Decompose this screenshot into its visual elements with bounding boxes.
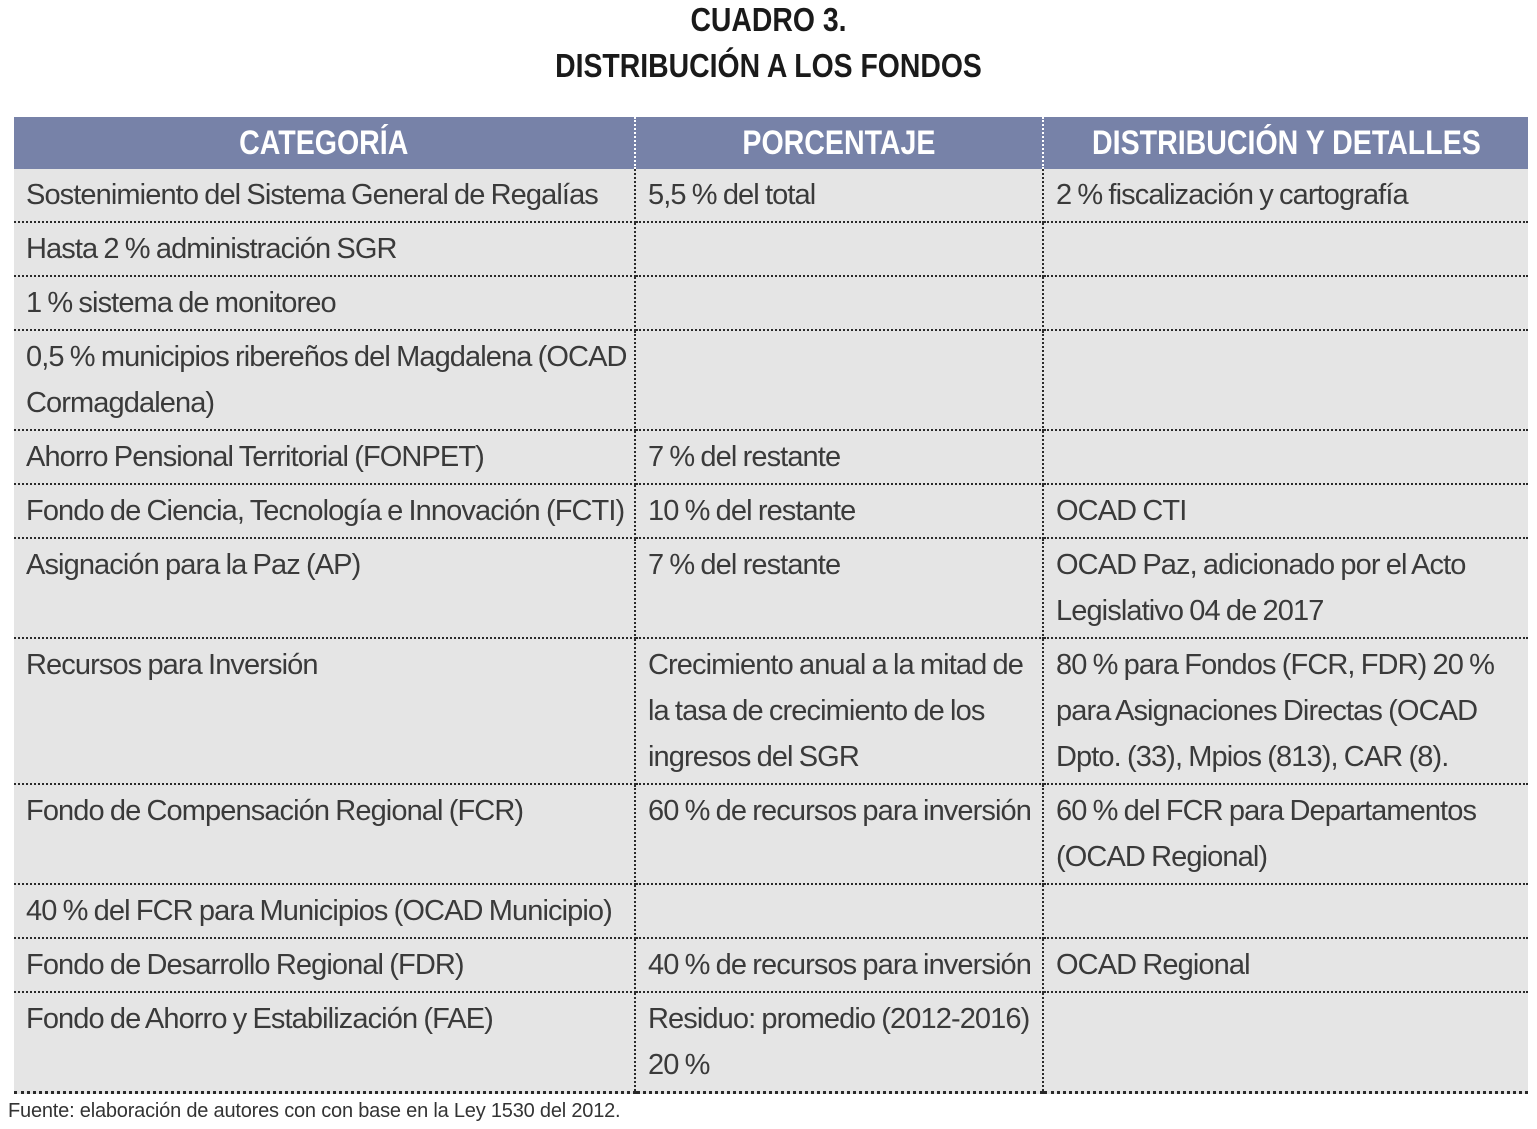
cell-porcentaje [635, 222, 1043, 276]
table-row [14, 884, 1528, 938]
table-row [14, 638, 1528, 784]
table-row [14, 276, 1528, 330]
table-row [14, 992, 1528, 1093]
cell-porcentaje: 40 % de recursos para inversión [635, 938, 1043, 992]
cell-porcentaje: 7 % del restante [635, 538, 1043, 638]
cell-porcentaje: 5,5 % del total [635, 169, 1043, 222]
cell-categoria: Fondo de Compensación Regional (FCR) [14, 784, 635, 884]
cell-categoria: Fondo de Ahorro y Estabilización (FAE) [14, 992, 635, 1093]
cell-categoria: 1 % sistema de monitoreo [14, 276, 635, 330]
cell-categoria: Hasta 2 % administración SGR [14, 222, 635, 276]
table-row [14, 169, 1528, 222]
cell-distribucion: 2 % fiscalización y cartografía [1043, 169, 1528, 222]
cell-distribucion [1043, 992, 1528, 1093]
header-categoria: CATEGORÍA [14, 117, 635, 169]
cell-distribucion [1043, 884, 1528, 938]
cell-categoria: 0,5 % municipios ribereños del Magdalena (OCAD Cormagdalena) [14, 330, 635, 430]
cell-categoria: Asignación para la Paz (AP) [14, 538, 635, 638]
cell-categoria: Recursos para Inversión [14, 638, 635, 784]
table-row [14, 938, 1528, 992]
caption-title: DISTRIBUCIÓN A LOS FONDOS [555, 47, 982, 84]
source-note: Fuente: elaboración de autores con con base en la Ley 1530 del 2012. [8, 1100, 621, 1122]
header-row [14, 117, 1528, 169]
table-row [14, 784, 1528, 884]
caption-number: CUADRO 3. [690, 1, 847, 38]
table-row [14, 430, 1528, 484]
table-row [14, 330, 1528, 430]
cell-categoria: Sostenimiento del Sistema General de Regalías [14, 169, 635, 222]
cell-distribucion: OCAD CTI [1043, 484, 1528, 538]
cell-categoria: Ahorro Pensional Territorial (FONPET) [14, 430, 635, 484]
cell-distribucion: OCAD Paz, adicionado por el Acto Legislativo 04 de 2017 [1043, 538, 1528, 638]
cell-distribucion [1043, 222, 1528, 276]
cell-distribucion: OCAD Regional [1043, 938, 1528, 992]
cell-distribucion [1043, 276, 1528, 330]
table-caption [0, 0, 1537, 89]
cell-distribucion [1043, 330, 1528, 430]
distribution-table [14, 117, 1528, 1094]
cell-porcentaje [635, 884, 1043, 938]
cell-distribucion: 60 % del FCR para Departamentos (OCAD Regional) [1043, 784, 1528, 884]
header-distribucion: DISTRIBUCIÓN Y DETALLES [1043, 117, 1528, 169]
cell-distribucion: 80 % para Fondos (FCR, FDR) 20 % para Asignaciones Directas (OCAD Dpto. (33), Mpios (813), CAR (8). [1043, 638, 1528, 784]
cell-porcentaje [635, 276, 1043, 330]
cell-distribucion [1043, 430, 1528, 484]
table-row [14, 538, 1528, 638]
cell-categoria: Fondo de Ciencia, Tecnología e Innovación (FCTI) [14, 484, 635, 538]
table-row [14, 484, 1528, 538]
header-porcentaje: PORCENTAJE [635, 117, 1043, 169]
cell-porcentaje: Residuo: promedio (2012-2016) 20 % [635, 992, 1043, 1093]
cell-porcentaje [635, 330, 1043, 430]
cell-porcentaje: 10 % del restante [635, 484, 1043, 538]
cell-porcentaje: 7 % del restante [635, 430, 1043, 484]
cell-categoria: 40 % del FCR para Municipios (OCAD Municipio) [14, 884, 635, 938]
cell-categoria: Fondo de Desarrollo Regional (FDR) [14, 938, 635, 992]
table-row [14, 222, 1528, 276]
cell-porcentaje: Crecimiento anual a la mitad de la tasa de crecimiento de los ingresos del SGR [635, 638, 1043, 784]
cell-porcentaje: 60 % de recursos para inversión [635, 784, 1043, 884]
